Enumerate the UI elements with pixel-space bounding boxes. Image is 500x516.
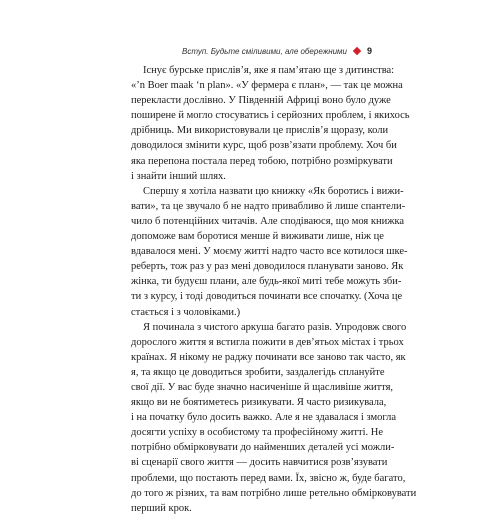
paragraph: [131, 63, 410, 184]
text-line: Я починала з чистого аркуша багато разів. Упродовж свого: [143, 321, 407, 333]
paragraph: [131, 184, 408, 320]
text-line: Існує бурське прислів’я, яке я пам’ятаю ще з дитинства:: [143, 65, 395, 76]
text-line: поширене й могло стосуватись і серйозних проблем, і якихось: [131, 110, 410, 122]
body-text: [131, 63, 417, 516]
text-line: якщо ви не боятиметесь ризикувати. Я часто ризикувала,: [131, 397, 387, 409]
text-line: досягти успіху в особистому та професійному житті. Не: [131, 427, 383, 439]
text-line: стається і з чоловіками.): [131, 306, 241, 318]
diamond-icon: [353, 47, 361, 55]
text-line: реберть, тож раз у раз мені доводилося планувати заново. Як: [131, 261, 404, 273]
text-line: доводилося змінити курс, щоб розв’язати проблему. Хоч би: [131, 140, 397, 152]
text-line: ві сценарії свого життя — досить навчитися розв’язувати: [131, 457, 388, 469]
page-number: 9: [366, 46, 372, 56]
text-line: потрібно обмірковувати до найменших деталей усі можли-: [131, 442, 395, 454]
text-line: дорослого життя я встигла пожити в дев’ятьох містах і трьох: [131, 336, 404, 348]
text-line: країнах. Я нікому не раджу починати все заново так часто, як: [131, 351, 406, 363]
text-line: перший крок.: [131, 502, 192, 514]
text-line: вдавалося мені. У моєму житті надто часто все котилося шке-: [131, 246, 408, 258]
text-line: «’n Boer maak ‘n plan». «У фермера є план», — так це можна: [131, 80, 403, 92]
text-line: вати», та це звучало б не надто привабливо й лише спантели-: [131, 200, 406, 212]
text-line: проблеми, що постають перед вами. Їх, звісно ж, буде багато,: [131, 472, 406, 484]
text-line: перекласти дослівно. У Південній Африці воно було дуже: [131, 95, 391, 107]
text-line: чило б потенційних читачів. Але сподіваюся, що моя книжка: [131, 215, 405, 227]
text-line: до того ж різних, та вам потрібно лише ретельно обмірковувати: [131, 487, 417, 499]
running-head: [120, 44, 372, 58]
text-line: я, та якщо це доводиться зробити, заздалегідь сплануйте: [131, 366, 385, 378]
text-line: і на початку було досить важко. Але я не здавалася і змогла: [131, 412, 397, 424]
text-line: і знайти інший шлях.: [131, 170, 226, 182]
paragraph: [131, 320, 417, 516]
text-line: свої дії. У вас буде значно насиченіше й щасливіше життя,: [131, 381, 394, 393]
text-line: яка перепона постала перед тобою, потрібно розміркувати: [131, 155, 393, 167]
text-line: ти з курсу, і тоді доводиться починати все спочатку. (Хоча це: [131, 291, 403, 303]
text-line: жінка, ти будуєш плани, але будь-якої миті тебе можуть зби-: [131, 276, 402, 288]
running-head-title: Вступ. Будьте сміливими, але обережними: [182, 46, 347, 56]
text-line: дрібниць. Ми використовували це прислів’я щоразу, коли: [131, 125, 389, 137]
text-line: Спершу я хотіла назвати цю книжку «Як боротись і вижи-: [143, 185, 404, 197]
text-line: допоможе вам боротися менше й виживати лише, ніж це: [131, 231, 384, 243]
